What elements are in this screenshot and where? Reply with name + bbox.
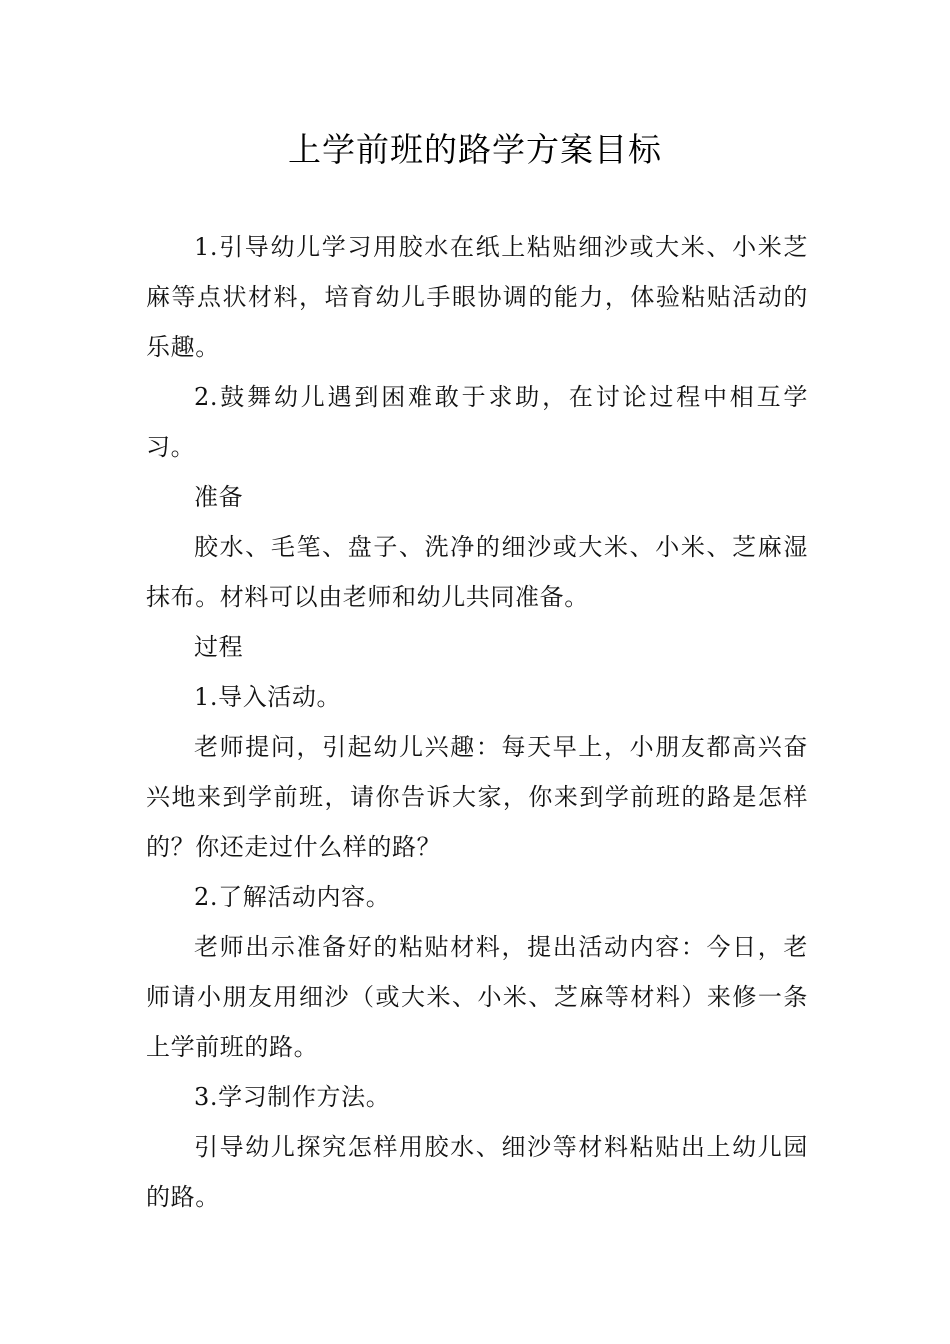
paragraph-step-1: 老师提问，引起幼儿兴趣：每天早上，小朋友都高兴奋兴地来到学前班，请你告诉大家，你来到学前班的路是怎样的？你还走过什么样的路？ (146, 733, 808, 861)
section-heading-preparation: 准备 (194, 483, 244, 511)
paragraph-goal-1: 1.引导幼儿学习用胶水在纸上粘贴细沙或大米、小米芝麻等点状材料，培育幼儿手眼协调的能力，体验粘贴活动的乐趣。 (146, 233, 808, 361)
step-heading-3: 3.学习制作方法。 (194, 1083, 391, 1111)
step-heading-1: 1.导入活动。 (194, 683, 342, 711)
document-body (146, 222, 808, 1222)
paragraph-goal-2: 2.鼓舞幼儿遇到困难敢于求助，在讨论过程中相互学习。 (146, 383, 808, 461)
paragraph-materials: 胶水、毛笔、盘子、洗净的细沙或大米、小米、芝麻湿抹布。材料可以由老师和幼儿共同准备。 (146, 533, 808, 611)
document-title: 上学前班的路学方案目标 (288, 130, 662, 169)
section-heading-process: 过程 (194, 633, 244, 661)
paragraph-step-2: 老师出示准备好的粘贴材料，提出活动内容：今日，老师请小朋友用细沙（或大米、小米、芝麻等材料）来修一条上学前班的路。 (146, 933, 808, 1061)
step-heading-2: 2.了解活动内容。 (194, 883, 391, 911)
paragraph-step-3: 引导幼儿探究怎样用胶水、细沙等材料粘贴出上幼儿园的路。 (146, 1133, 808, 1211)
